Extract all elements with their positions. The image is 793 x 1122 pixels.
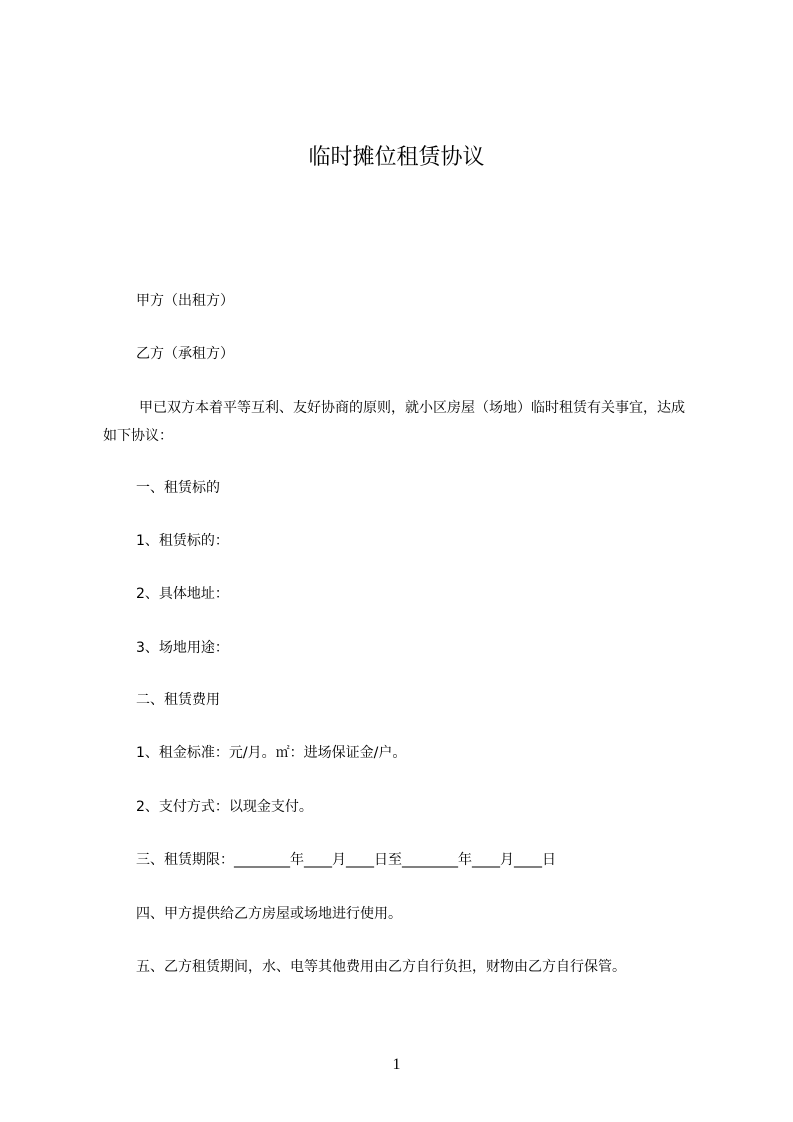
party-b-line: 乙方（承租方） (136, 346, 234, 362)
section-3-lease-term: 三、租赁期限：________年____月____日至________年____月____日 (136, 852, 556, 868)
document-title: 临时摊位租赁协议 (308, 145, 485, 170)
section-1-item-2: 2、具体地址： (136, 586, 229, 602)
party-a-line: 甲方（出租方） (136, 293, 234, 309)
section-5-clause: 五、乙方租赁期间，水、电等其他费用由乙方自行负担，财物由乙方自行保管。 (136, 959, 626, 975)
section-1-heading: 一、租赁标的 (136, 480, 220, 496)
section-1-item-1: 1、租赁标的： (136, 533, 229, 549)
section-2-item-1: 1、租金标准：元/月。㎡：进场保证金/户。 (136, 745, 407, 761)
section-4-clause: 四、甲方提供给乙方房屋或场地进行使用。 (136, 906, 402, 922)
section-2-item-2: 2、支付方式：以现金支付。 (136, 799, 313, 815)
section-2-heading: 二、租赁费用 (136, 692, 220, 708)
page-number: 1 (392, 1056, 401, 1073)
section-1-item-3: 3、场地用途： (136, 640, 229, 656)
intro-paragraph: 甲已双方本着平等互利、友好协商的原则，就小区房屋（场地）临时租赁有关事宜，达成如下协议： (103, 400, 685, 444)
